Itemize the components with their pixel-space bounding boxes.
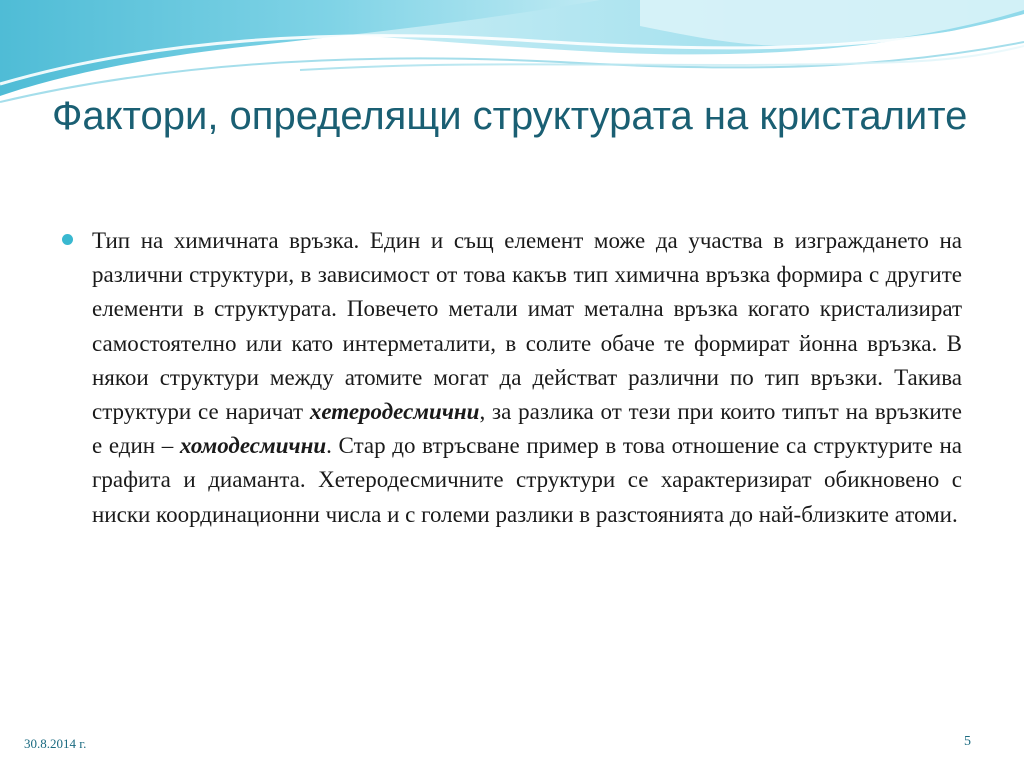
bullet-text-part-2: , за разлика от тези при които типът на връзките е един – xyxy=(92,399,963,459)
bullet-dot-icon xyxy=(62,234,73,245)
footer-page-number: 5 xyxy=(964,734,971,749)
bullet-text-part-3: . Стар до втръсване пример в това отношение са структурите на графита и диаманта. Хетеродесмичните структури се характеризират обикновено с ниски координационни числа и с големи разлики в разстоянията до най-близките атоми. xyxy=(92,433,962,527)
wave-mid xyxy=(0,0,600,96)
bullet-item xyxy=(62,224,962,532)
slide-content xyxy=(62,224,962,532)
term-homodesmic: хомодесмични xyxy=(179,433,327,459)
bullet-text xyxy=(92,224,962,532)
bullet-text-part-1: Тип на химичната връзка. Един и същ елемент може да участва в изграждането на различни структури, в зависимост от това какъв тип химична връзка формира с другите елементи в структурата. Повечето метали имат метална връзка когато кристализират самостоятелно или като интерметалити, в солите обаче те формират йонна връзка. В някои структури между атомите могат да действат различни по тип връзки. Такива структури се наричат xyxy=(92,228,962,425)
slide-title: Фактори, определящи структурата на кристалите xyxy=(52,94,968,138)
footer-date: 30.8.2014 г. xyxy=(24,736,87,751)
term-heterodesmic: хетеродесмични xyxy=(309,399,480,425)
